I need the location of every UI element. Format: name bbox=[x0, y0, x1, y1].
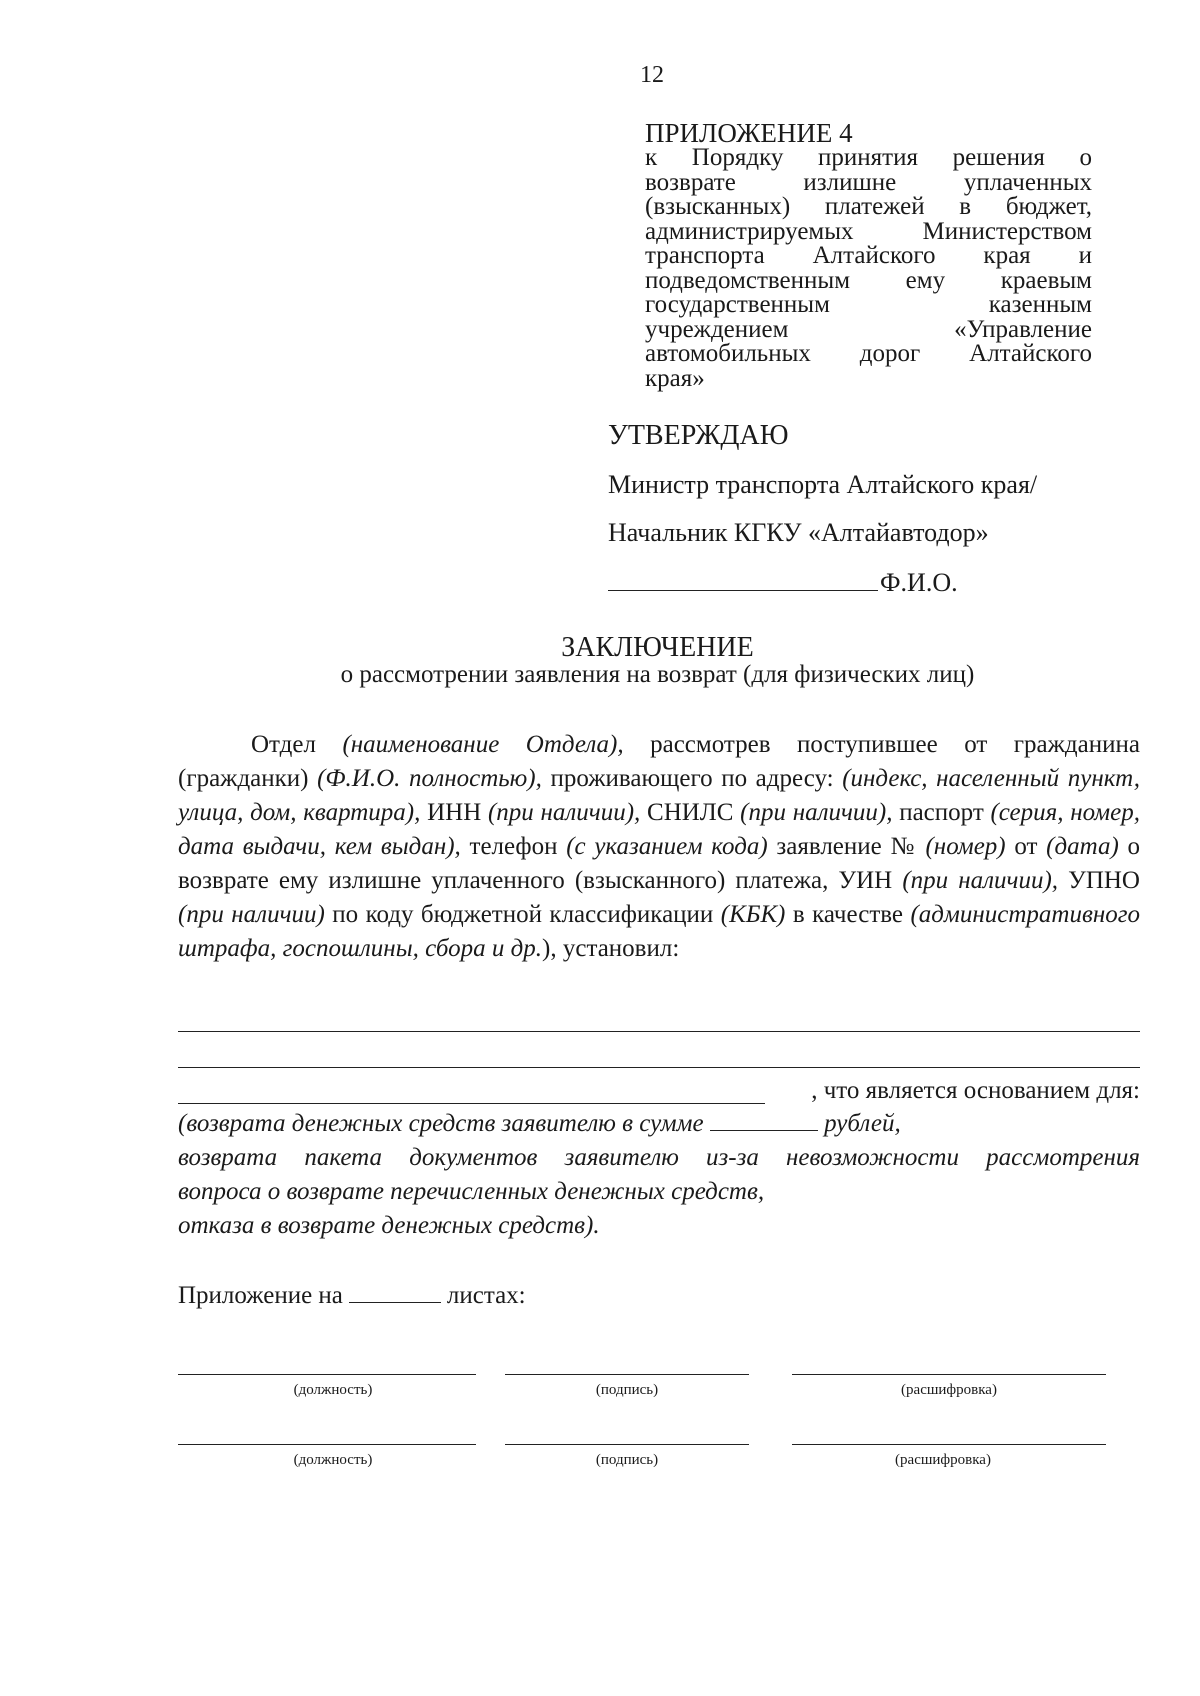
decoding-line bbox=[792, 1374, 1106, 1375]
body-text-segment: СНИЛС bbox=[640, 799, 741, 826]
position-line bbox=[178, 1444, 476, 1445]
body-text-segment: ), установил: bbox=[542, 935, 680, 962]
option-return-documents-continued: вопроса о возврате перечисленных денежных средств, bbox=[178, 1178, 765, 1205]
appendix-line: к Порядку принятия решения о bbox=[645, 144, 1092, 171]
placeholder-text: (КБК) bbox=[720, 901, 786, 928]
option-refusal: отказа в возврате денежных средств). bbox=[178, 1212, 600, 1239]
document-title: ЗАКЛЮЧЕНИЕ bbox=[561, 632, 754, 663]
page-number: 12 bbox=[640, 62, 664, 88]
body-text-segment: Отдел bbox=[251, 731, 343, 758]
placeholder-text: (при наличии), bbox=[487, 799, 641, 826]
approval-signature-line bbox=[608, 566, 958, 598]
approval-title: УТВЕРЖДАЮ bbox=[608, 420, 789, 451]
body-text-segment: о возврате ему излишне уплаченного (взысканного) платежа, УИН bbox=[178, 833, 1140, 894]
sheets-blank bbox=[349, 1280, 441, 1303]
placeholder-text: (номер) bbox=[925, 833, 1006, 860]
position-line bbox=[178, 1374, 476, 1375]
body-text-segment: телефон bbox=[460, 833, 567, 860]
signature-caption: (подпись) bbox=[595, 1452, 659, 1468]
appendix-description bbox=[645, 146, 1092, 391]
fill-in-line bbox=[178, 1031, 1140, 1032]
appendix-line: государственным казенным bbox=[645, 291, 1092, 318]
body-text-segment: в качестве bbox=[785, 901, 911, 928]
signature-line bbox=[505, 1444, 749, 1445]
decoding-caption: (расшифровка) bbox=[895, 1452, 991, 1468]
appendix-line: (взысканных) платежей в бюджет, bbox=[645, 193, 1092, 220]
appendix-line: учреждением «Управление bbox=[645, 315, 1092, 343]
decision-options bbox=[178, 1107, 1140, 1243]
basis-line bbox=[178, 1077, 1140, 1105]
signature-blank bbox=[608, 566, 878, 591]
placeholder-text: (при наличии), bbox=[740, 799, 893, 826]
body-text-segment: проживающего по адресу: bbox=[541, 765, 843, 792]
fill-in-line bbox=[178, 1103, 765, 1104]
position-caption: (должность) bbox=[293, 1382, 373, 1398]
appendix-line: администрируемых Министерством bbox=[645, 217, 1092, 245]
body-text-segment: от bbox=[1005, 833, 1047, 860]
appendix-line: транспорта Алтайского края и bbox=[645, 242, 1092, 269]
appendix-line: края» bbox=[645, 364, 705, 392]
body-text-segment: ИНН bbox=[420, 799, 488, 826]
appendix-line: автомобильных дорог Алтайского bbox=[645, 340, 1092, 367]
approval-position-line: Министр транспорта Алтайского края/ bbox=[608, 470, 1038, 499]
body-text-segment: рассмотрев поступившее от гражданина (гражданки) bbox=[178, 731, 1140, 792]
fio-label: Ф.И.О. bbox=[880, 568, 958, 597]
document-subtitle: о рассмотрении заявления на возврат (для физических лиц) bbox=[340, 661, 975, 688]
amount-blank bbox=[710, 1108, 818, 1131]
decoding-caption: (расшифровка) bbox=[901, 1382, 997, 1398]
appendix-title: ПРИЛОЖЕНИЕ 4 bbox=[645, 118, 853, 148]
placeholder-text: (с указанием кода) bbox=[566, 833, 768, 860]
placeholder-text: (при наличии), bbox=[902, 867, 1059, 894]
option-refund-money: (возврата денежных средств заявителю в сумме рублей, bbox=[178, 1110, 901, 1137]
position-caption: (должность) bbox=[293, 1452, 373, 1468]
decoding-line bbox=[792, 1444, 1106, 1445]
placeholder-text: (дата) bbox=[1046, 833, 1119, 860]
conclusion-body bbox=[178, 728, 1140, 966]
fill-in-line bbox=[178, 1067, 1140, 1068]
signature-caption: (подпись) bbox=[595, 1382, 659, 1398]
placeholder-text: (серия, номер, дата выдачи, кем выдан), bbox=[178, 799, 1140, 860]
body-text-segment: УПНО bbox=[1058, 867, 1140, 894]
body-text-segment: паспорт bbox=[892, 799, 991, 826]
body-text-segment: по коду бюджетной классификации bbox=[324, 901, 721, 928]
appendix-line: подведомственным ему краевым bbox=[645, 266, 1092, 294]
attachment-line: Приложение на листах: bbox=[178, 1282, 526, 1309]
body-text-segment: заявление № bbox=[767, 833, 926, 860]
appendix-line: возврате излишне уплаченных bbox=[645, 168, 1092, 196]
placeholder-text: (при наличии) bbox=[178, 901, 325, 928]
approval-position-line: Начальник КГКУ «Алтайавтодор» bbox=[608, 518, 989, 547]
signature-line bbox=[505, 1374, 749, 1375]
placeholder-text: (Ф.И.О. полностью), bbox=[317, 765, 542, 792]
basis-text: , что является основанием для: bbox=[811, 1077, 1140, 1104]
option-return-documents: возврата пакета документов заявителю из-за невозможности рассмотрения bbox=[178, 1144, 1140, 1171]
placeholder-text: (индекс, населенный пункт, улица, дом, квартира), bbox=[178, 765, 1141, 826]
placeholder-text: (наименование Отдела), bbox=[342, 731, 624, 758]
placeholder-text: (административного штрафа, госпошлины, сбора и др. bbox=[178, 901, 1140, 962]
